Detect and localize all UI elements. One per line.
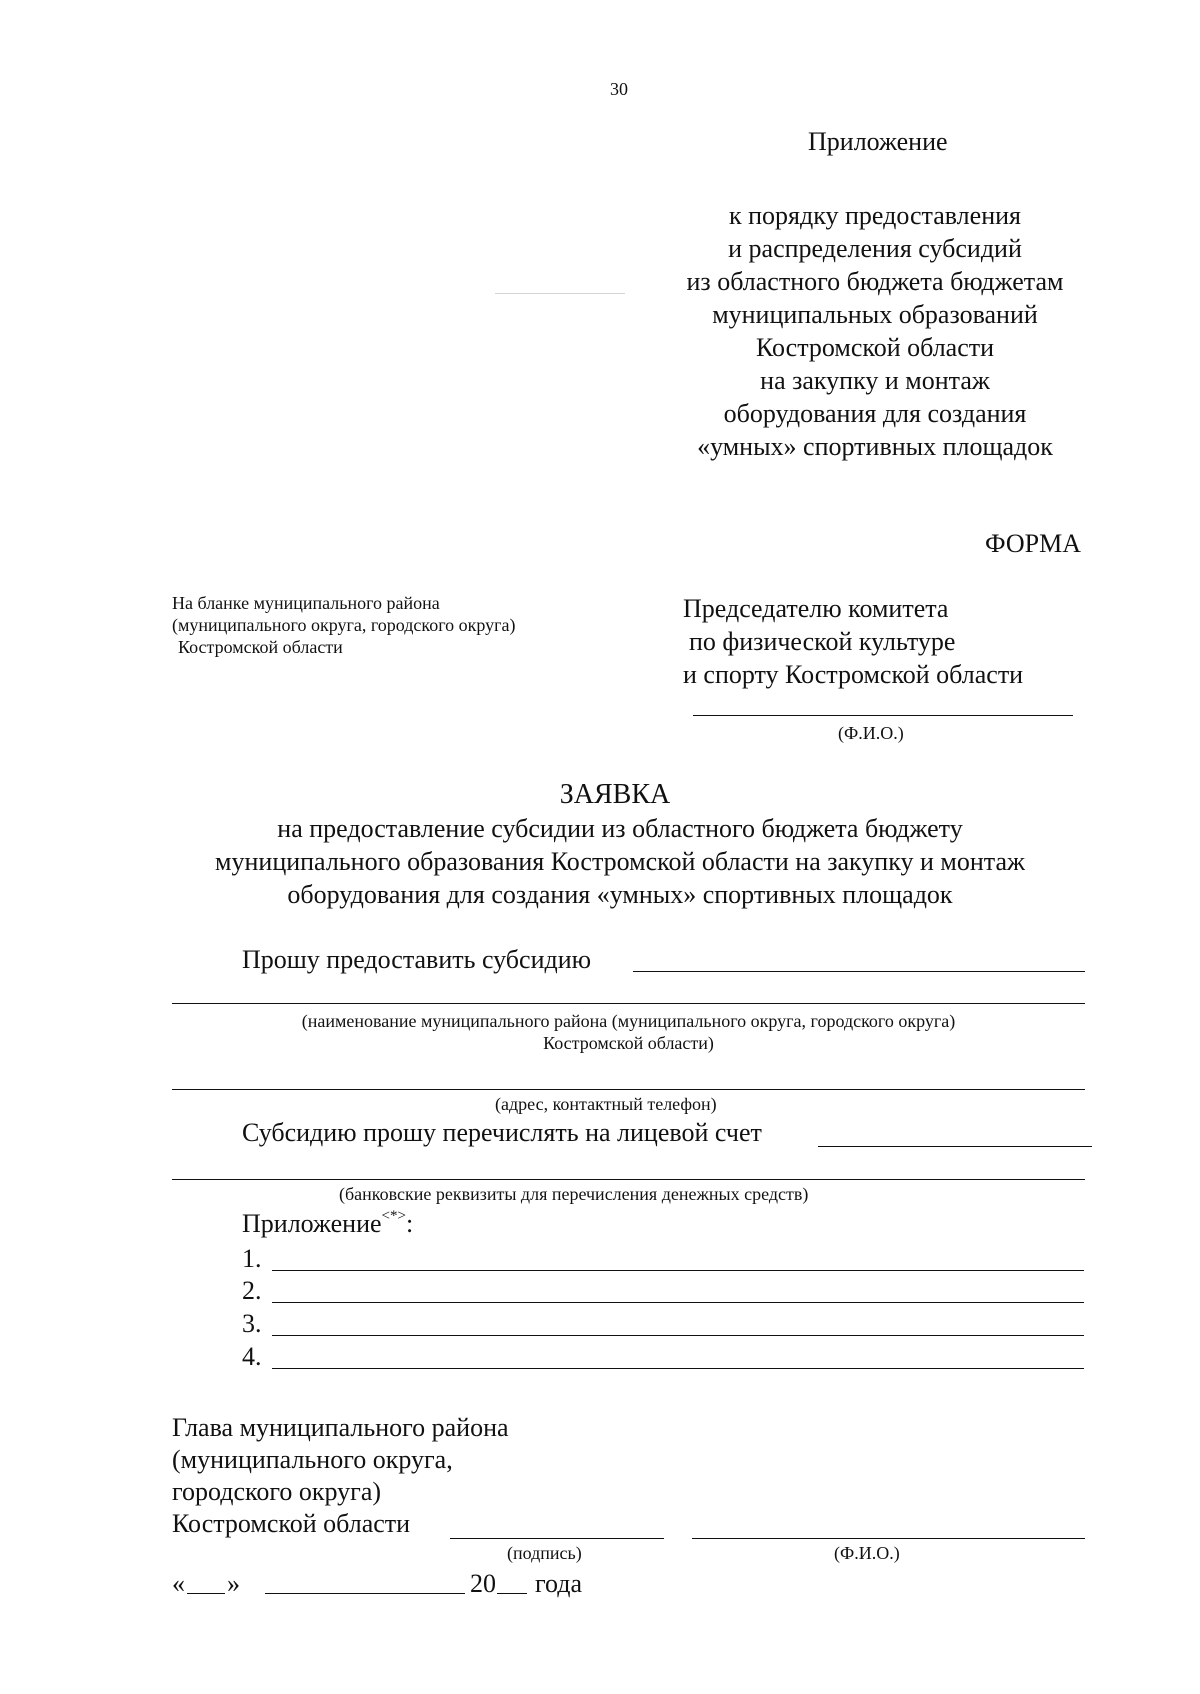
signatory-line: городского округа): [172, 1477, 382, 1506]
attachments-label-text: Приложение: [242, 1209, 382, 1238]
attachments-label: [242, 1208, 413, 1244]
request-text: Прошу предоставить субсидию: [242, 945, 592, 974]
date-year-suffix: года: [535, 1569, 583, 1598]
caption-bank-details: (банковские реквизиты для перечисления денежных средств): [339, 1184, 809, 1204]
request-title: ЗАЯВКА: [559, 779, 671, 810]
request-subtitle-line: оборудования для создания «умных» спортивных площадок: [287, 880, 953, 909]
letterhead-line: (муниципального округа, городского округа): [172, 615, 516, 635]
caption-recipient-name: [172, 1010, 1085, 1054]
bank-details-line[interactable]: [172, 1179, 1085, 1180]
appendix-line: и распределения субсидий: [728, 234, 1022, 263]
addressee-line: Председателю комитета: [683, 594, 949, 623]
attachment-number: 3.: [242, 1309, 262, 1338]
signatory-line: Костромской области: [172, 1509, 411, 1538]
caption-signatory-fio: (Ф.И.О.): [834, 1543, 900, 1563]
signatory-line: Глава муниципального района: [172, 1413, 509, 1442]
footnote-mark: <*>: [381, 1208, 406, 1224]
account-text: Субсидию прошу перечислять на лицевой счет: [242, 1118, 762, 1147]
signature-line[interactable]: [450, 1538, 664, 1539]
appendix-line: на закупку и монтаж: [760, 366, 990, 395]
addressee-line: по физической культуре: [689, 627, 956, 656]
date-open-quote: «: [172, 1569, 185, 1598]
account-number-line[interactable]: [818, 1146, 1092, 1147]
addressee-line: и спорту Костромской области: [683, 660, 1024, 689]
page-number: 30: [610, 79, 628, 99]
date-day-line[interactable]: [187, 1593, 225, 1594]
attachment-line-4[interactable]: [272, 1368, 1084, 1369]
attachment-line-3[interactable]: [272, 1335, 1084, 1336]
date-month-line[interactable]: [265, 1593, 465, 1594]
caption-line: (наименование муниципального района (муниципального округа, городского округа): [301, 1011, 956, 1031]
attachment-line-1[interactable]: [272, 1270, 1084, 1271]
addressee-fio-line[interactable]: [693, 715, 1073, 716]
addressee: [683, 592, 1023, 691]
caption-line: Костромской области): [543, 1033, 714, 1053]
scan-artifact: [495, 293, 625, 294]
appendix-line: Костромской области: [755, 333, 995, 362]
appendix-title: Приложение: [808, 127, 948, 156]
subsidy-recipient-line[interactable]: [633, 971, 1085, 972]
letterhead-line: На бланке муниципального района: [172, 593, 440, 613]
request-subtitle: [160, 812, 1080, 911]
appendix-description: [655, 199, 1095, 463]
date-close-quote: »: [227, 1569, 240, 1598]
request-subtitle-line: на предоставление субсидии из областного бюджета бюджету: [277, 814, 963, 843]
appendix-line: оборудования для создания: [723, 399, 1027, 428]
caption-address-phone: (адрес, контактный телефон): [495, 1094, 717, 1114]
appendix-line: из областного бюджета бюджетам: [686, 267, 1064, 296]
attachment-number: 1.: [242, 1244, 262, 1273]
attachment-line-2[interactable]: [272, 1302, 1084, 1303]
date-year-prefix: 20: [470, 1569, 496, 1598]
request-subtitle-line: муниципального образования Костромской области на закупку и монтаж: [215, 847, 1025, 876]
appendix-line: «умных» спортивных площадок: [697, 432, 1053, 461]
signatory-fio-line[interactable]: [692, 1538, 1085, 1539]
letterhead: [172, 592, 516, 658]
attachment-number: 2.: [242, 1276, 262, 1305]
attachments-colon: :: [405, 1209, 414, 1238]
appendix-line: муниципальных образований: [712, 300, 1038, 329]
caption-signature: (подпись): [507, 1543, 582, 1563]
signatory-title: [172, 1412, 509, 1540]
recipient-name-line[interactable]: [172, 1003, 1085, 1004]
appendix-line: к порядку предоставления: [729, 201, 1021, 230]
addressee-fio-caption: (Ф.И.О.): [838, 723, 904, 743]
form-label: ФОРМА: [985, 529, 1081, 558]
address-phone-line[interactable]: [172, 1089, 1085, 1090]
attachment-number: 4.: [242, 1342, 262, 1371]
letterhead-line: Костромской области: [178, 637, 343, 657]
signatory-line: (муниципального округа,: [172, 1445, 453, 1474]
date-year-line[interactable]: [497, 1593, 527, 1594]
